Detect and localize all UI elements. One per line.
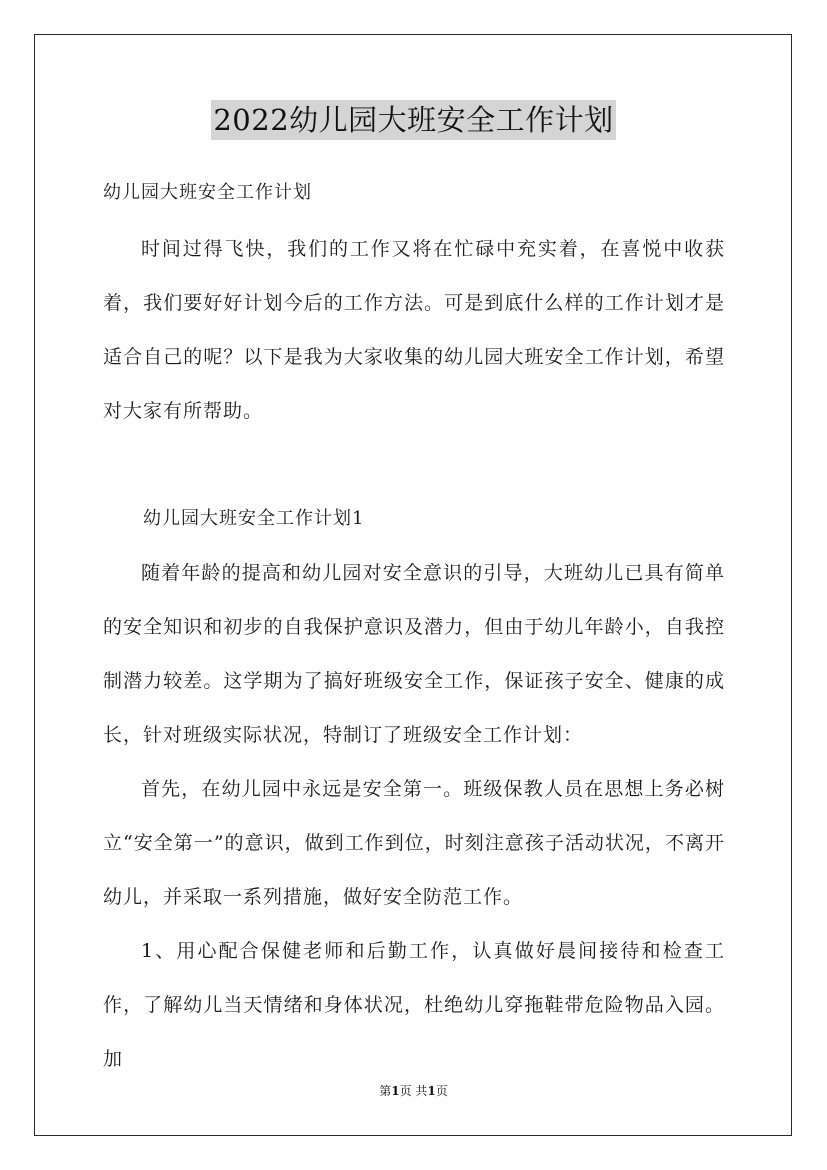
section-body [103, 546, 725, 1086]
body-paragraph: 随着年龄的提高和幼儿园对安全意识的引导，大班幼儿已具有简单的安全知识和初步的自我保护意识及潜力，但由于幼儿年龄小，自我控制潜力较差。这学期为了搞好班级安全工作，保证孩子安全、健康的成长，针对班级实际状况，特制订了班级安全工作计划： [103, 562, 725, 746]
page-label-mid: 页 共 [399, 1084, 428, 1098]
body-paragraph: 1、用心配合保健老师和后勤工作，认真做好晨间接待和检查工作，了解幼儿当天情绪和身体状况，杜绝幼儿穿拖鞋带危险物品入园。加 [103, 940, 725, 1070]
title-container [0, 100, 827, 140]
document-subtitle: 幼儿园大班安全工作计划 [103, 182, 312, 203]
page-current: 1 [391, 1084, 400, 1098]
document-title: 2022幼儿园大班安全工作计划 [211, 100, 615, 140]
page-label-prefix: 第 [379, 1084, 392, 1098]
section-heading: 幼儿园大班安全工作计划1 [143, 508, 365, 529]
page-footer [0, 1082, 827, 1100]
body-paragraph: 首先，在幼儿园中永远是安全第一。班级保教人员在思想上务必树立“安全第一”的意识，做到工作到位，时刻注意孩子活动状况，不离开幼儿，并采取一系列措施，做好安全防范工作。 [103, 778, 725, 908]
page-total: 1 [427, 1084, 436, 1098]
intro-section [103, 222, 725, 438]
intro-paragraph: 时间过得飞快，我们的工作又将在忙碌中充实着，在喜悦中收获着，我们要好好计划今后的工作方法。可是到底什么样的工作计划才是适合自己的呢？以下是我为大家收集的幼儿园大班安全工作计划，希望对大家有所帮助。 [103, 238, 725, 422]
page-label-suffix: 页 [435, 1084, 448, 1098]
